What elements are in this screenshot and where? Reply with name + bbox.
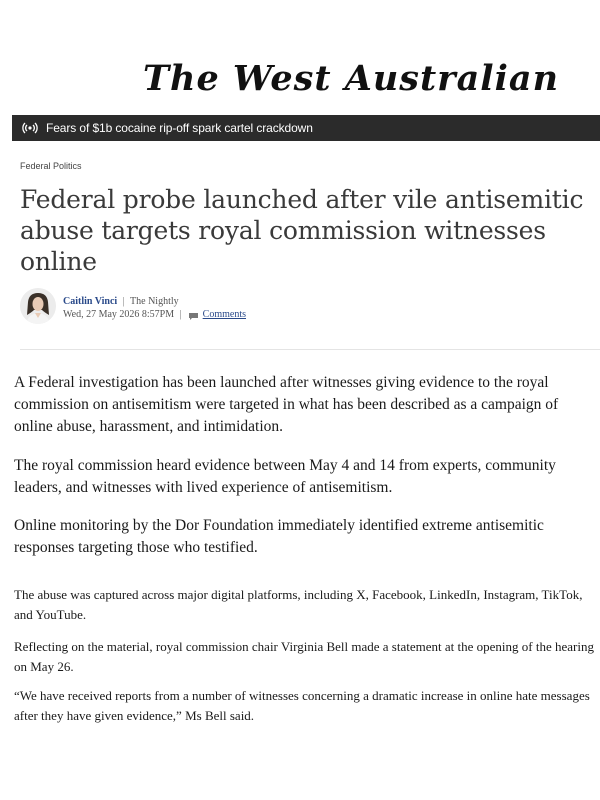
- ticker-headline[interactable]: Fears of $1b cocaine rip-off spark cartel crackdown: [46, 121, 313, 135]
- author-name[interactable]: Caitlin Vinci: [63, 296, 118, 307]
- section-label[interactable]: Federal Politics: [20, 161, 82, 171]
- divider: [20, 349, 600, 350]
- comments-link[interactable]: Comments: [202, 309, 246, 320]
- article-paragraph: A Federal investigation has been launched after witnesses giving evidence to the royal commission on antisemitism were targeted in what has been described as a campaign of online abuse, harassment, and intimidation.: [14, 374, 559, 435]
- byline-text: [63, 295, 246, 321]
- comment-icon[interactable]: [189, 311, 198, 318]
- masthead[interactable]: [0, 52, 600, 108]
- broadcast-icon: [22, 121, 38, 135]
- byline-separator: |: [122, 296, 125, 307]
- masthead-logo[interactable]: The West Australian: [142, 58, 560, 99]
- article-paragraph: Reflecting on the material, royal commission chair Virginia Bell made a statement at the opening of the hearing on May 26.: [14, 639, 594, 674]
- author-avatar: [20, 288, 56, 324]
- publication-name: The Nightly: [130, 296, 179, 307]
- article-paragraph: The royal commission heard evidence between May 4 and 14 from experts, community leaders, and witnesses with lived experience of antisemitism.: [14, 457, 556, 496]
- breaking-news-ticker[interactable]: [12, 115, 600, 141]
- byline: [20, 288, 580, 332]
- byline-separator: |: [179, 309, 182, 320]
- article-paragraph: “We have received reports from a number of witnesses concerning a dramatic increase in online hate messages after they have given evidence,” Ms Bell said.: [14, 688, 590, 723]
- article-paragraph: Online monitoring by the Dor Foundation immediately identified extreme antisemitic responses targeting those who testified.: [14, 517, 544, 556]
- article-paragraph: The abuse was captured across major digital platforms, including X, Facebook, LinkedIn, Instagram, TikTok, and YouTube.: [14, 587, 583, 622]
- article-headline: Federal probe launched after vile antisemitic abuse targets royal commission witnesses online: [20, 185, 584, 276]
- publish-date: Wed, 27 May 2026 8:57PM: [63, 309, 175, 320]
